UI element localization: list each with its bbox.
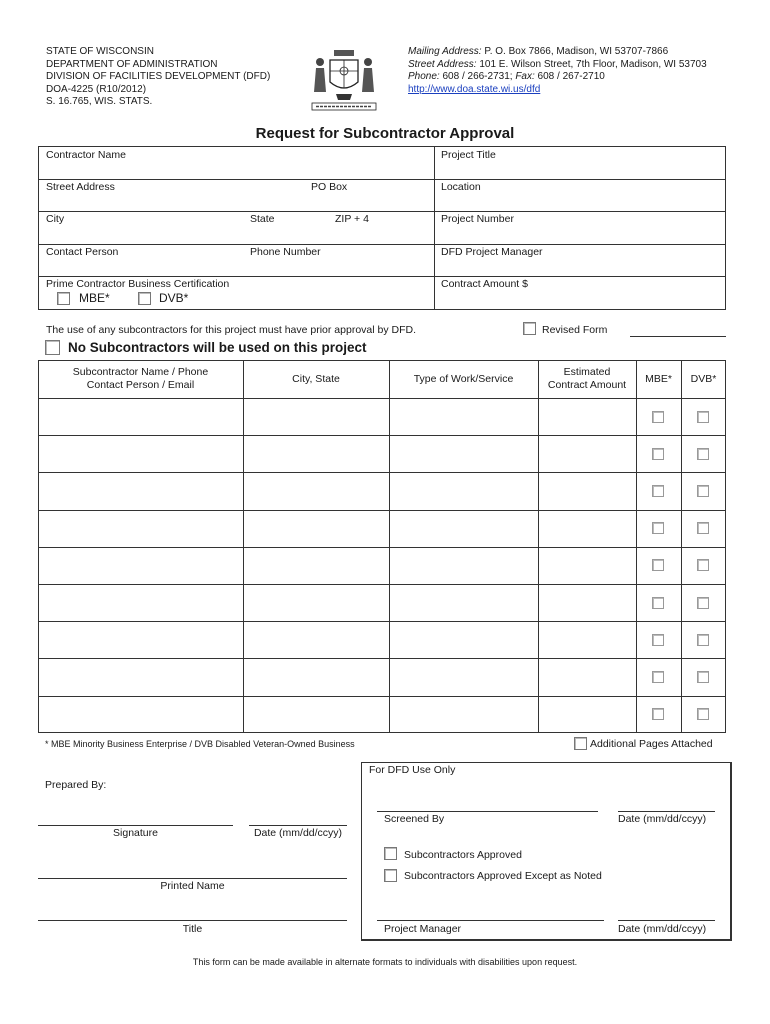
row-mbe-checkbox[interactable]: [652, 559, 664, 571]
form-title: Request for Subcontractor Approval: [255, 125, 515, 142]
table-row: [38, 658, 726, 659]
row-dvb-checkbox[interactable]: [697, 634, 709, 646]
contact-block: [408, 46, 707, 96]
phone-value: 608 / 266-2731;: [439, 71, 516, 82]
agency-header: [46, 46, 270, 109]
fax-value: 608 / 267-2710: [534, 71, 605, 82]
grid-row-line: [38, 211, 726, 212]
no-subcontractors-checkbox[interactable]: [45, 340, 60, 355]
mailing-value: P. O. Box 7866, Madison, WI 53707-7866: [481, 46, 669, 57]
project-title-field[interactable]: Project Title: [441, 149, 496, 161]
fax-label: Fax:: [515, 71, 535, 82]
col-header-line: Estimated: [563, 366, 611, 378]
no-subcontractors-label: No Subcontractors will be used on this project: [68, 340, 367, 355]
project-manager-line[interactable]: [377, 920, 604, 921]
subs-approved-checkbox[interactable]: [384, 847, 397, 860]
subs-approved-label: Subcontractors Approved: [404, 849, 522, 861]
screened-by-label: Screened By: [384, 813, 445, 825]
screened-by-line[interactable]: [377, 811, 598, 812]
screened-date-label: Date (mm/dd/ccyy): [618, 813, 707, 825]
row-dvb-checkbox[interactable]: [697, 411, 709, 423]
grid-row-line: [38, 276, 726, 277]
prepared-by-label: Prepared By:: [45, 779, 107, 791]
screened-date-line[interactable]: [618, 811, 715, 812]
grid-row-line: [38, 244, 726, 245]
row-mbe-checkbox[interactable]: [652, 671, 664, 683]
website-link[interactable]: http://www.doa.state.wi.us/dfd: [408, 83, 541, 95]
row-mbe-checkbox[interactable]: [652, 485, 664, 497]
mailing-label: Mailing Address:: [408, 46, 482, 57]
title-line[interactable]: [38, 920, 347, 921]
col-header-line: Subcontractor Name / Phone: [72, 366, 209, 378]
row-mbe-checkbox[interactable]: [652, 522, 664, 534]
pm-date-label: Date (mm/dd/ccyy): [618, 923, 707, 935]
contract-amount-field[interactable]: Contract Amount $: [441, 278, 528, 290]
phone-label: Phone:: [408, 71, 440, 82]
dvb-label: DVB*: [159, 291, 189, 305]
row-mbe-checkbox[interactable]: [652, 708, 664, 720]
row-mbe-checkbox[interactable]: [652, 634, 664, 646]
table-row: [38, 696, 726, 697]
grid-divider: [434, 146, 435, 310]
header-line: S. 16.765, WIS. STATS.: [46, 96, 153, 107]
street-value: 101 E. Wilson Street, 7th Floor, Madison, WI 53703: [476, 58, 707, 70]
header-line: DOA-4225 (R10/2012): [46, 83, 147, 95]
row-dvb-checkbox[interactable]: [697, 708, 709, 720]
printed-name-label: Printed Name: [160, 880, 225, 892]
po-box-field[interactable]: PO Box: [311, 181, 348, 193]
grid-row-line: [38, 179, 726, 180]
mailing-address: [408, 46, 707, 59]
contractor-name-field[interactable]: Contractor Name: [46, 149, 126, 161]
street-address: [408, 59, 707, 72]
row-mbe-checkbox[interactable]: [652, 448, 664, 460]
project-manager-label: Project Manager: [384, 923, 462, 935]
pm-date-line[interactable]: [618, 920, 715, 921]
phone-number-field[interactable]: Phone Number: [250, 246, 321, 258]
approval-notice: The use of any subcontractors for this project must have prior approval by DFD.: [46, 324, 416, 336]
date-label: Date (mm/dd/ccyy): [253, 827, 343, 839]
table-row: [38, 584, 726, 585]
accessibility-footer: This form can be made available in alternate formats to individuals with disabilities upon request.: [192, 957, 578, 967]
zip-field[interactable]: ZIP + 4: [335, 213, 369, 225]
col-header-city-state: City, State: [292, 372, 340, 385]
city-field[interactable]: City: [46, 213, 65, 225]
row-dvb-checkbox[interactable]: [697, 448, 709, 460]
table-row: [38, 435, 726, 436]
prime-cert-label: Prime Contractor Business Certification: [46, 278, 230, 290]
col-header-dvb: DVB*: [690, 372, 717, 385]
additional-pages-checkbox[interactable]: [574, 737, 587, 750]
street-address-field[interactable]: Street Address: [46, 181, 115, 193]
table-row: [38, 547, 726, 548]
row-mbe-checkbox[interactable]: [652, 411, 664, 423]
phone-fax: [408, 71, 707, 84]
header-line: DIVISION OF FACILITIES DEVELOPMENT (DFD): [46, 71, 271, 82]
signature-line[interactable]: [38, 825, 233, 826]
table-row: [38, 398, 726, 399]
table-row: [38, 510, 726, 511]
revised-form-checkbox[interactable]: [523, 322, 536, 335]
col-header-line: Contract Amount: [547, 379, 627, 391]
title-label: Title: [182, 923, 203, 935]
row-dvb-checkbox[interactable]: [697, 485, 709, 497]
dfd-use-heading: For DFD Use Only: [369, 764, 456, 776]
signature-label: Signature: [113, 827, 158, 839]
table-row: [38, 472, 726, 473]
row-dvb-checkbox[interactable]: [697, 671, 709, 683]
dvb-checkbox[interactable]: [138, 292, 151, 305]
col-header-work-type: Type of Work/Service: [413, 372, 514, 385]
dfd-project-manager-field[interactable]: DFD Project Manager: [441, 246, 543, 258]
col-header-mbe: MBE*: [645, 372, 672, 385]
state-seal-icon: [306, 48, 382, 114]
col-header-contract-amount: [538, 360, 636, 398]
project-number-field[interactable]: Project Number: [441, 213, 514, 225]
revised-form-label: Revised Form: [542, 324, 608, 336]
col-header-line: Contact Person / Email: [86, 379, 195, 391]
printed-name-line[interactable]: [38, 878, 347, 879]
state-field[interactable]: State: [250, 213, 275, 225]
header-line: STATE OF WISCONSIN: [46, 46, 154, 57]
row-dvb-checkbox[interactable]: [697, 597, 709, 609]
footnote: * MBE Minority Business Enterprise / DVB Disabled Veteran-Owned Business: [45, 739, 355, 749]
additional-pages-label: Additional Pages Attached: [590, 738, 713, 750]
row-mbe-checkbox[interactable]: [652, 597, 664, 609]
subs-approved-except-checkbox[interactable]: [384, 869, 397, 882]
header-line: DEPARTMENT OF ADMINISTRATION: [46, 58, 218, 70]
mbe-label: MBE*: [79, 291, 110, 305]
row-dvb-checkbox[interactable]: [697, 522, 709, 534]
street-label: Street Address:: [408, 58, 477, 70]
table-row: [38, 621, 726, 622]
contact-person-field[interactable]: Contact Person: [46, 246, 119, 258]
revised-date-line[interactable]: [630, 336, 726, 337]
col-header-subcontractor: [38, 360, 243, 398]
location-field[interactable]: Location: [441, 181, 481, 193]
subs-approved-except-label: Subcontractors Approved Except as Noted: [404, 870, 602, 882]
date-line[interactable]: [249, 825, 347, 826]
row-dvb-checkbox[interactable]: [697, 559, 709, 571]
mbe-checkbox[interactable]: [57, 292, 70, 305]
